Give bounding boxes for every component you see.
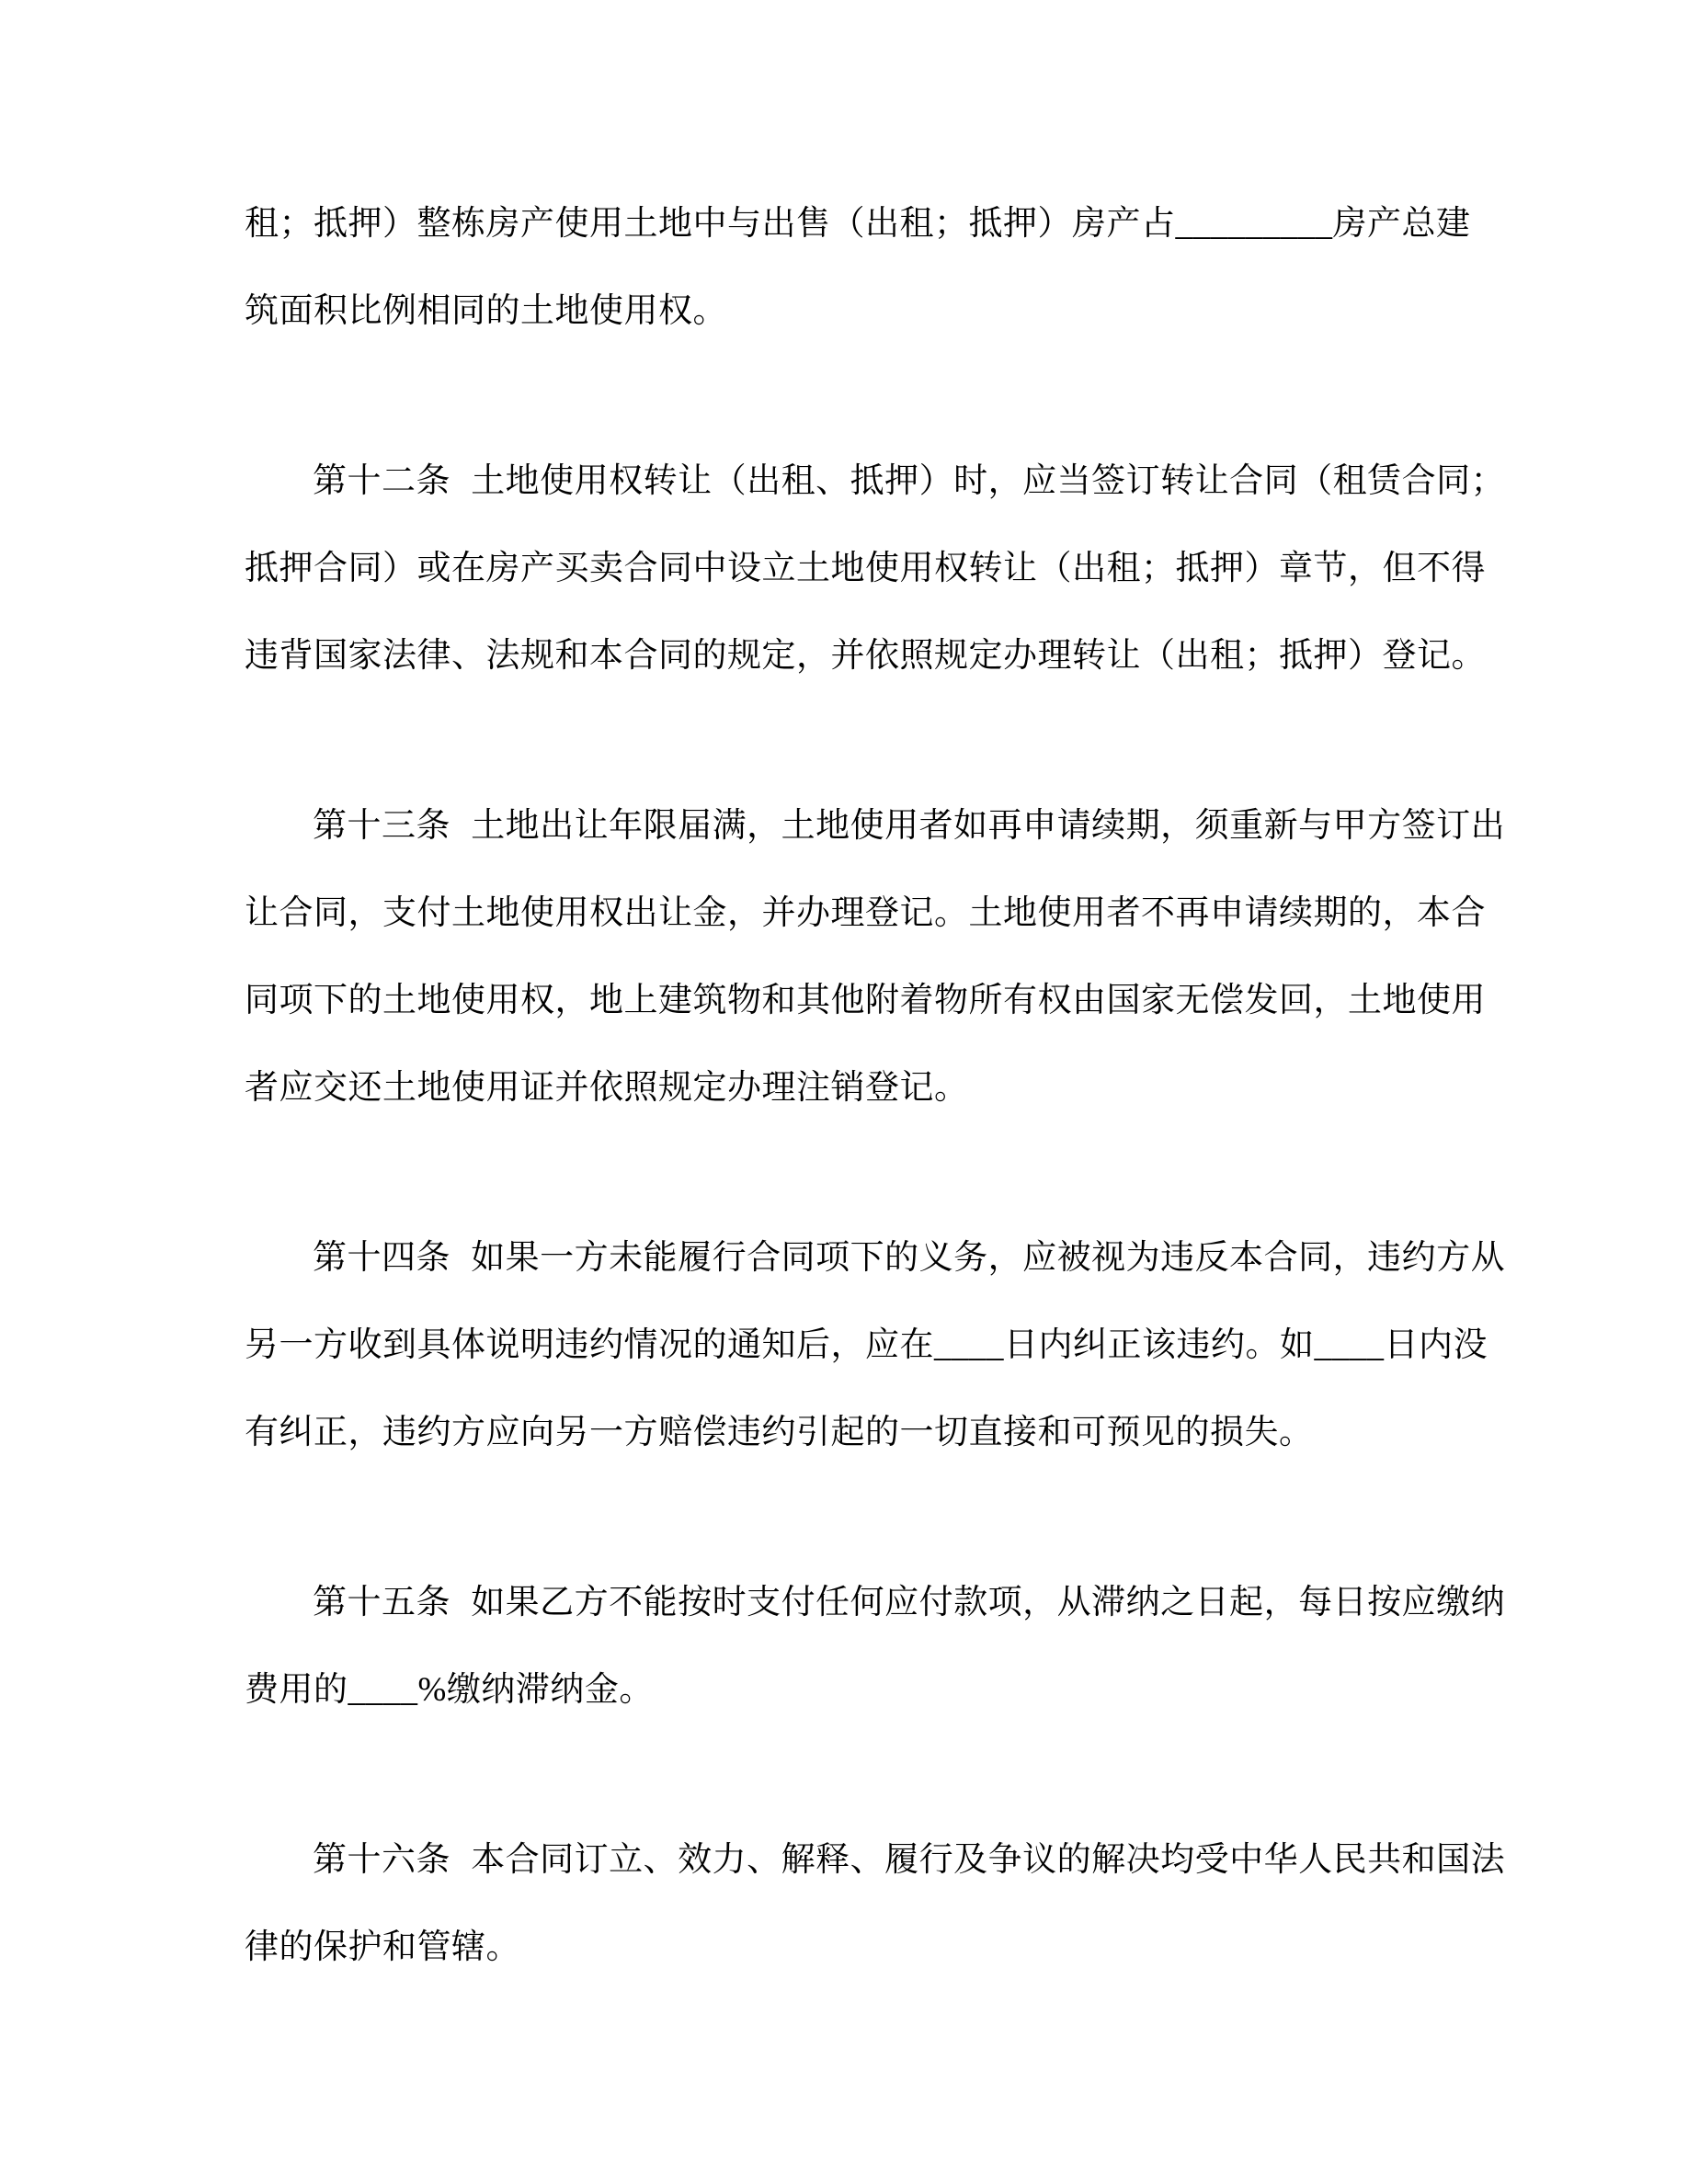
text-line: 有纠正，违约方应向另一方赔偿违约引起的一切直接和可预见的损失。 (245, 1414, 1314, 1451)
article-number: 第十四条 (313, 1239, 451, 1277)
text-line: 费用的____%缴纳滞纳金。 (245, 1671, 654, 1709)
text-line: 抵押合同）或在房产买卖合同中设立土地使用权转让（出租；抵押）章节，但不得 (245, 550, 1486, 587)
article-number: 第十三条 (313, 807, 451, 845)
text-line: 违背国家法律、法规和本合同的规定，并依照规定办理转让（出租；抵押）登记。 (245, 637, 1486, 675)
paragraph-article-14 (245, 1214, 1541, 1476)
article-text: 如果乙方不能按时支付任何应付款项，从滞纳之日起，每日按应缴纳 (471, 1584, 1506, 1621)
paragraph-article-13 (245, 782, 1541, 1132)
text-line (245, 1214, 1541, 1302)
text-line: 者应交还土地使用证并依照规定办理注销登记。 (245, 1069, 969, 1107)
article-text: 土地出让年限届满，土地使用者如再申请续期，须重新与甲方签订出 (471, 807, 1506, 845)
text-line: 同项下的土地使用权，地上建筑物和其他附着物所有权由国家无偿发回，土地使用 (245, 982, 1486, 1019)
text-line: 租；抵押）整栋房产使用土地中与出售（出租；抵押）房产占_________房产总建 (245, 205, 1471, 243)
paragraph-continuation (245, 180, 1541, 355)
paragraph-article-12 (245, 438, 1541, 700)
paragraph-article-15 (245, 1559, 1541, 1734)
article-number: 第十六条 (313, 1841, 451, 1879)
text-line: 律的保护和管辖。 (245, 1928, 520, 1966)
text-line (245, 1816, 1541, 1904)
article-number: 第十五条 (313, 1584, 451, 1621)
text-line (245, 782, 1541, 870)
text-line: 筑面积比例相同的土地使用权。 (245, 292, 727, 330)
article-number: 第十二条 (313, 462, 451, 500)
article-text: 本合同订立、效力、解释、履行及争议的解决均受中华人民共和国法 (471, 1841, 1506, 1879)
text-line: 另一方收到具体说明违约情况的通知后，应在____日内纠正该违约。如____日内没 (245, 1326, 1488, 1364)
article-text: 如果一方未能履行合同项下的义务，应被视为违反本合同，违约方从 (471, 1239, 1506, 1277)
paragraph-article-16 (245, 1816, 1541, 1991)
text-line (245, 438, 1541, 525)
text-line: 让合同，支付土地使用权出让金，并办理登记。土地使用者不再申请续期的，本合 (245, 894, 1486, 932)
article-text: 土地使用权转让（出租、抵押）时，应当签订转让合同（租赁合同； (471, 462, 1506, 500)
text-line (245, 1559, 1541, 1646)
